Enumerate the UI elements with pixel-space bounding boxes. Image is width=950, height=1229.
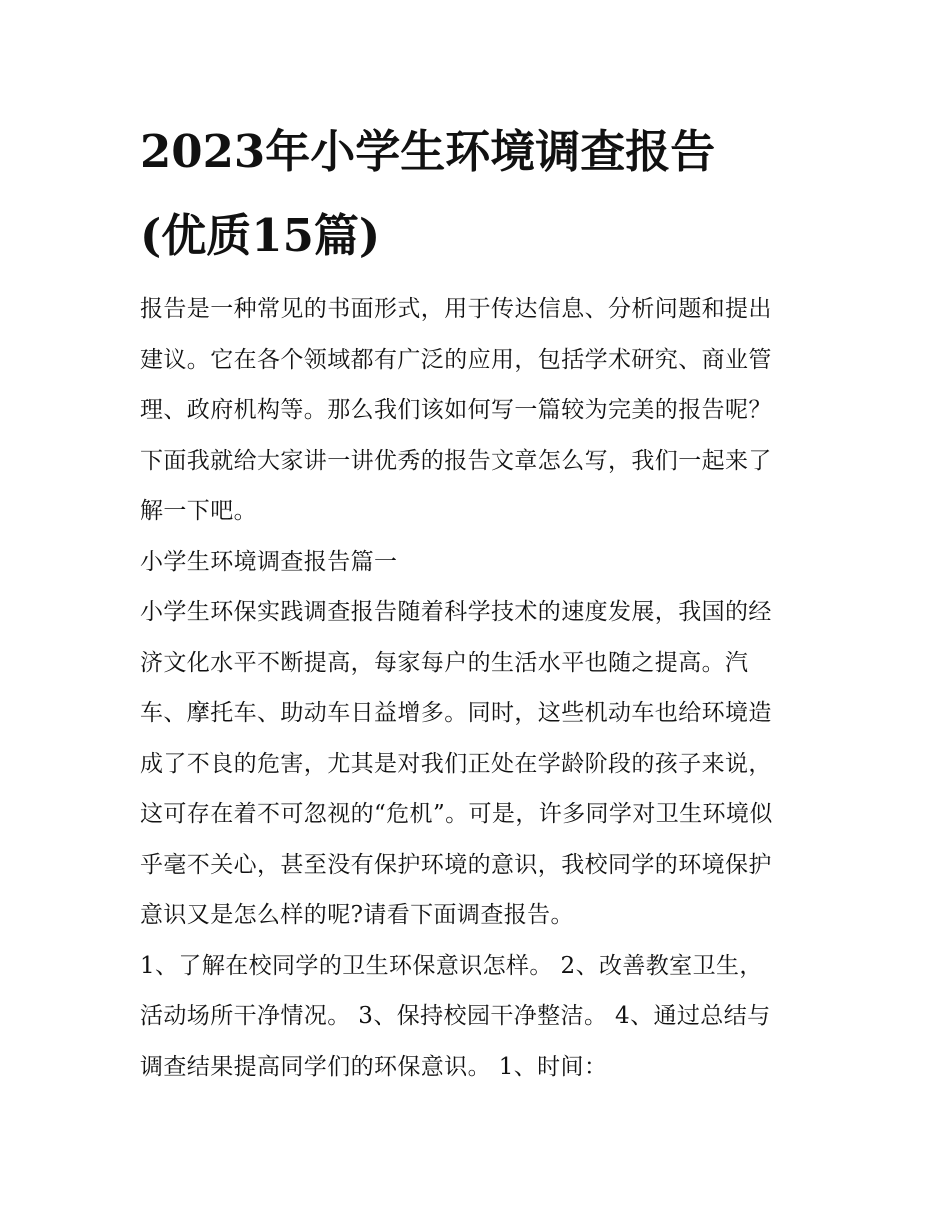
body-line: 这可存在着不可忽视的“危机”。可是，许多同学对卫生环境似 xyxy=(140,801,773,827)
goals-line: 活动场所干净情况。 3、保持校园干净整洁。 4、通过总结与 xyxy=(140,1003,771,1029)
body-paragraph xyxy=(140,587,820,941)
goals-line: 1、了解在校同学的卫生环保意识怎样。 2、改善教室卫生， xyxy=(140,952,763,979)
body-line: 济文化水平不断提高，每家每户的生活水平也随之提高。汽 xyxy=(140,649,749,676)
body-line: 小学生环保实践调查报告随着科学技术的速度发展，我国的经 xyxy=(140,599,772,625)
intro-paragraph xyxy=(140,284,820,537)
document-page xyxy=(140,110,820,1092)
goals-line: 调查结果提高同学们的环保意识。 1、时间： xyxy=(140,1053,608,1080)
title-line-2: (优质15篇) xyxy=(140,209,381,262)
intro-line: 建议。它在各个领域都有广泛的应用，包括学术研究、商业管 xyxy=(140,346,772,373)
intro-line: 解一下吧。 xyxy=(140,498,257,524)
intro-line: 理、政府机构等。那么我们该如何写一篇较为完美的报告呢？ xyxy=(140,397,772,423)
goals-paragraph xyxy=(140,941,820,1093)
body-line: 车、摩托车、助动车日益增多。同时，这些机动车也给环境造 xyxy=(140,700,772,726)
body-line: 成了不良的危害，尤其是对我们正处在学龄阶段的孩子来说， xyxy=(140,750,772,777)
body-line: 乎毫不关心，甚至没有保护环境的意识，我校同学的环境保护 xyxy=(140,851,772,878)
title-line-1: 2023年小学生环境调查报告 xyxy=(140,125,716,178)
section-heading: 小学生环境调查报告篇一 xyxy=(140,548,398,575)
intro-line: 报告是一种常见的书面形式，用于传达信息、分析问题和提出 xyxy=(140,296,772,322)
intro-line: 下面我就给大家讲一讲优秀的报告文章怎么写，我们一起来了 xyxy=(140,447,772,474)
document-title xyxy=(140,110,820,278)
body-line: 意识又是怎么样的呢?请看下面调查报告。 xyxy=(140,902,574,928)
